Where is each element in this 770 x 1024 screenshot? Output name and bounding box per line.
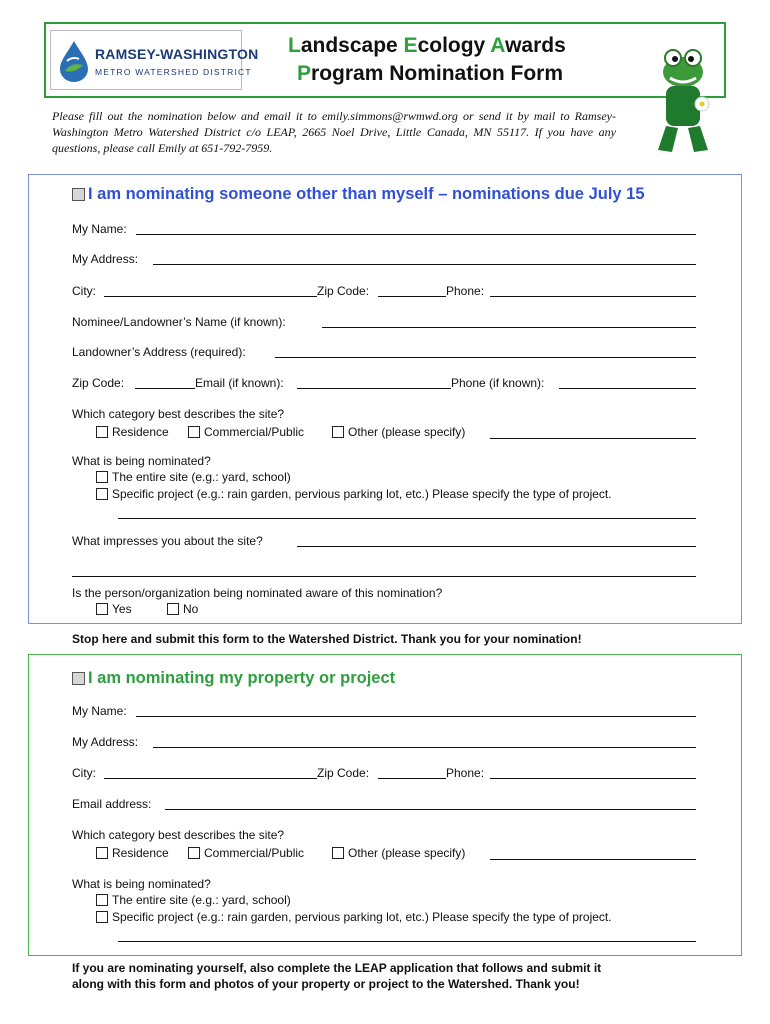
self-name-field[interactable] — [136, 716, 696, 717]
form-title-line-2: Program Nomination Form — [297, 62, 564, 85]
landowner-address-label: Landowner’s Address (required): — [72, 345, 246, 359]
project-type-field[interactable] — [118, 518, 696, 519]
commercial-checkbox[interactable] — [188, 426, 200, 438]
self-city-field[interactable] — [104, 778, 317, 779]
self-category-residence-option[interactable]: Residence — [96, 846, 169, 860]
self-residence-checkbox[interactable] — [96, 847, 108, 859]
phone-known-label: Phone (if known): — [451, 376, 545, 390]
aware-no-checkbox[interactable] — [167, 603, 179, 615]
self-category-other-option[interactable]: Other (please specify) — [332, 846, 465, 860]
intro-instructions: Please fill out the nomination below and email it to emily.simmons@rwmwd.org or send it by mail to Ramsey-Washington Metro Watershed District c/o LEAP, 2665 Noel Drive, Little Canada, MN 55117. If you have any questions, please call Emily at 651-792-7959. — [52, 109, 616, 155]
specific-project-option[interactable]: Specific project (e.g.: rain garden, pervious parking lot, etc.) Please specify the type of project. — [96, 487, 612, 501]
category-other-option[interactable]: Other (please specify) — [332, 425, 465, 439]
nominee-name-label: Nominee/Landowner’s Name (if known): — [72, 315, 286, 329]
specific-project-checkbox[interactable] — [96, 488, 108, 500]
self-zip-label: Zip Code: — [317, 766, 370, 780]
self-address-label: My Address: — [72, 735, 139, 749]
self-commercial-checkbox[interactable] — [188, 847, 200, 859]
entire-site-option[interactable]: The entire site (e.g.: yard, school) — [96, 470, 291, 484]
self-entire-site-option[interactable]: The entire site (e.g.: yard, school) — [96, 893, 291, 907]
my-name-label: My Name: — [72, 222, 127, 236]
self-phone-label: Phone: — [446, 766, 485, 780]
category-question: Which category best describes the site? — [72, 407, 285, 421]
final-note-line-2: along with this form and photos of your property or project to the Watershed. Thank you! — [72, 977, 580, 991]
final-note-line-1: If you are nominating yourself, also complete the LEAP application that follows and submit it — [72, 961, 602, 975]
self-name-label: My Name: — [72, 704, 127, 718]
self-email-label: Email address: — [72, 797, 152, 811]
form-title-line-1: Landscape Ecology Awards — [288, 34, 566, 57]
district-logo — [50, 30, 259, 90]
zip2-label: Zip Code: — [72, 376, 125, 390]
zip-label: Zip Code: — [317, 284, 370, 298]
impresses-field-line-2[interactable] — [72, 576, 696, 577]
self-address-field[interactable] — [153, 747, 696, 748]
self-other-checkbox[interactable] — [332, 847, 344, 859]
self-specific-project-checkbox[interactable] — [96, 911, 108, 923]
zip-field[interactable] — [378, 296, 446, 297]
aware-question: Is the person/organization being nominated aware of this nomination? — [72, 586, 443, 600]
email-known-field[interactable] — [297, 388, 451, 389]
stop-here-note: Stop here and submit this form to the Watershed District. Thank you for your nomination! — [72, 632, 582, 646]
aware-yes-checkbox[interactable] — [96, 603, 108, 615]
section2-select-checkbox[interactable] — [72, 672, 85, 685]
self-category-commercial-option[interactable]: Commercial/Public — [188, 846, 304, 860]
category-residence-option[interactable]: Residence — [96, 425, 169, 439]
water-drop-logo-icon — [57, 39, 91, 83]
phone-label: Phone: — [446, 284, 485, 298]
logo-subtitle: METRO WATERSHED DISTRICT — [95, 67, 252, 77]
section1-heading: I am nominating someone other than myself – nominations due July 15 — [72, 185, 645, 204]
self-phone-field[interactable] — [490, 778, 696, 779]
landowner-address-field[interactable] — [275, 357, 696, 358]
aware-no-option[interactable]: No — [167, 602, 198, 616]
phone-field[interactable] — [490, 296, 696, 297]
section2-heading: I am nominating my property or project — [72, 669, 395, 688]
self-zip-field[interactable] — [378, 778, 446, 779]
my-address-label: My Address: — [72, 252, 139, 266]
aware-yes-option[interactable]: Yes — [96, 602, 132, 616]
my-address-field[interactable] — [153, 264, 696, 265]
self-email-field[interactable] — [165, 809, 696, 810]
category-commercial-option[interactable]: Commercial/Public — [188, 425, 304, 439]
my-name-field[interactable] — [136, 234, 696, 235]
impresses-field-line-1[interactable] — [297, 546, 696, 547]
frog-mascot-icon — [646, 40, 720, 160]
logo-name: RAMSEY-WASHINGTON — [95, 46, 259, 62]
self-specific-project-option[interactable]: Specific project (e.g.: rain garden, pervious parking lot, etc.) Please specify the type of project. — [96, 910, 612, 924]
self-category-question: Which category best describes the site? — [72, 828, 285, 842]
self-project-type-field[interactable] — [118, 941, 696, 942]
nominee-name-field[interactable] — [322, 327, 696, 328]
residence-checkbox[interactable] — [96, 426, 108, 438]
city-label: City: — [72, 284, 96, 298]
self-entire-site-checkbox[interactable] — [96, 894, 108, 906]
impresses-question: What impresses you about the site? — [72, 534, 263, 548]
phone-known-field[interactable] — [559, 388, 696, 389]
entire-site-checkbox[interactable] — [96, 471, 108, 483]
other-specify-field[interactable] — [490, 438, 696, 439]
section-nominate-other — [28, 174, 742, 624]
section1-select-checkbox[interactable] — [72, 188, 85, 201]
zip2-field[interactable] — [135, 388, 195, 389]
city-field[interactable] — [104, 296, 317, 297]
self-other-specify-field[interactable] — [490, 859, 696, 860]
email-known-label: Email (if known): — [195, 376, 284, 390]
self-city-label: City: — [72, 766, 96, 780]
self-what-nominated-question: What is being nominated? — [72, 877, 211, 891]
other-checkbox[interactable] — [332, 426, 344, 438]
what-nominated-question: What is being nominated? — [72, 454, 211, 468]
